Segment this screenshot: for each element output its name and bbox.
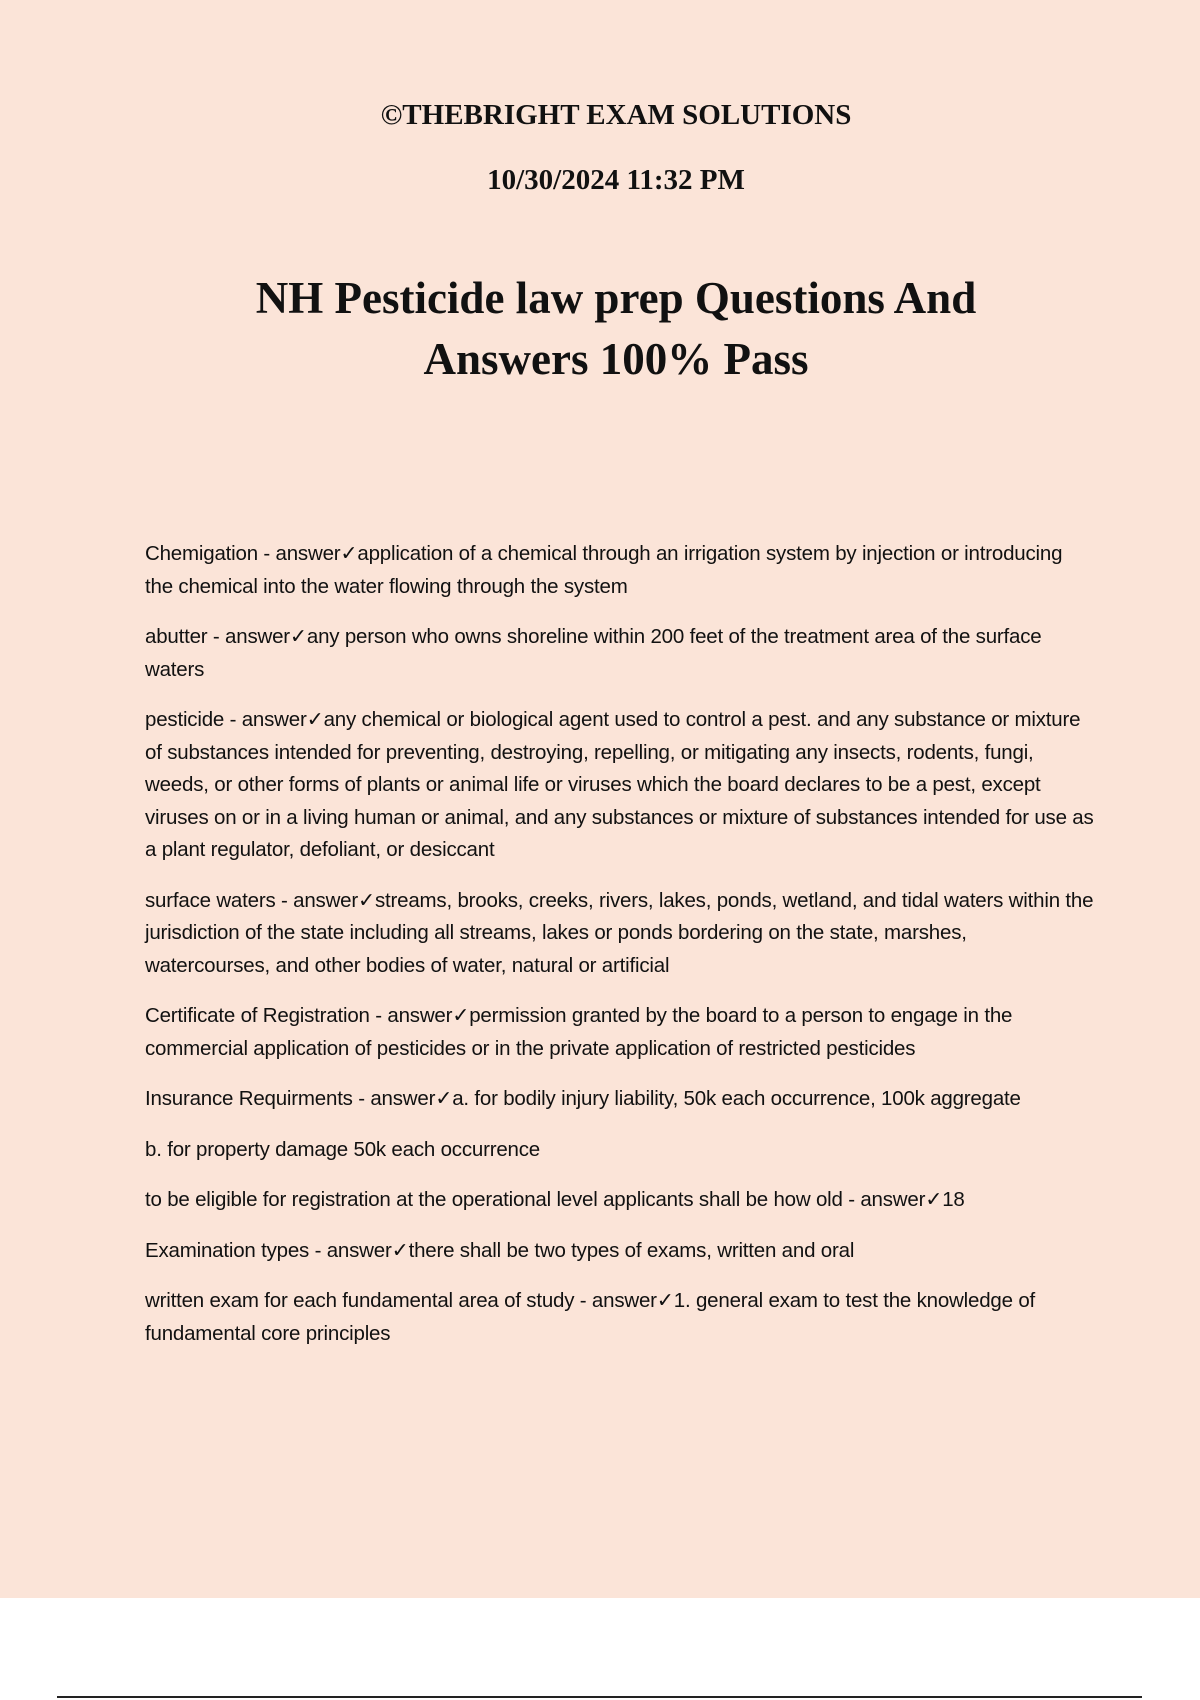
brand-header: ©THEBRIGHT EXAM SOLUTIONS <box>380 99 852 131</box>
header-datetime: 10/30/2024 11:32 PM <box>487 164 745 196</box>
qa-item: written exam for each fundamental area of study - answer✓1. general exam to test the knowledge of fundamental core principles <box>145 1289 1036 1345</box>
qa-list <box>145 538 1095 1368</box>
footer-divider <box>57 1696 1142 1698</box>
qa-item: Insurance Requirments - answer✓a. for bodily injury liability, 50k each occurrence, 100k aggregate <box>145 1087 1021 1110</box>
qa-item: Examination types - answer✓there shall be two types of exams, written and oral <box>145 1238 855 1262</box>
qa-item: b. for property damage 50k each occurrence <box>145 1137 540 1161</box>
qa-item: Chemigation - answer✓application of a chemical through an irrigation system by injection or introducing the chemical into the water flowing through the system <box>145 542 1063 598</box>
qa-item: abutter - answer✓any person who owns shoreline within 200 feet of the treatment area of the surface waters <box>145 625 1042 681</box>
qa-item: pesticide - answer✓any chemical or biological agent used to control a pest. and any substance or mixture of substances intended for preventing, destroying, repelling, or mitigating any insects, rodents, fungi, weeds, or other forms of plants or animal life or viruses which the board declares to be a pest, except viruses on or in a living human or animal, and any substances or mixture of substances intended for use as a plant regulator, defoliant, or desiccant <box>145 708 1094 861</box>
qa-item: Certificate of Registration - answer✓permission granted by the board to a person to engage in the commercial application of pesticides or in the private application of restricted pesticides <box>145 1004 1013 1060</box>
qa-item: surface waters - answer✓streams, brooks, creeks, rivers, lakes, ponds, wetland, and tidal waters within the jurisdiction of the state including all streams, lakes or ponds bordering on the state, marshes, watercourses, and other bodies of water, natural or artificial <box>145 888 1094 977</box>
document-title: NH Pesticide law prep Questions And Answers 100% Pass <box>255 273 977 384</box>
qa-item: to be eligible for registration at the operational level applicants shall be how old - answer✓18 <box>145 1188 965 1211</box>
